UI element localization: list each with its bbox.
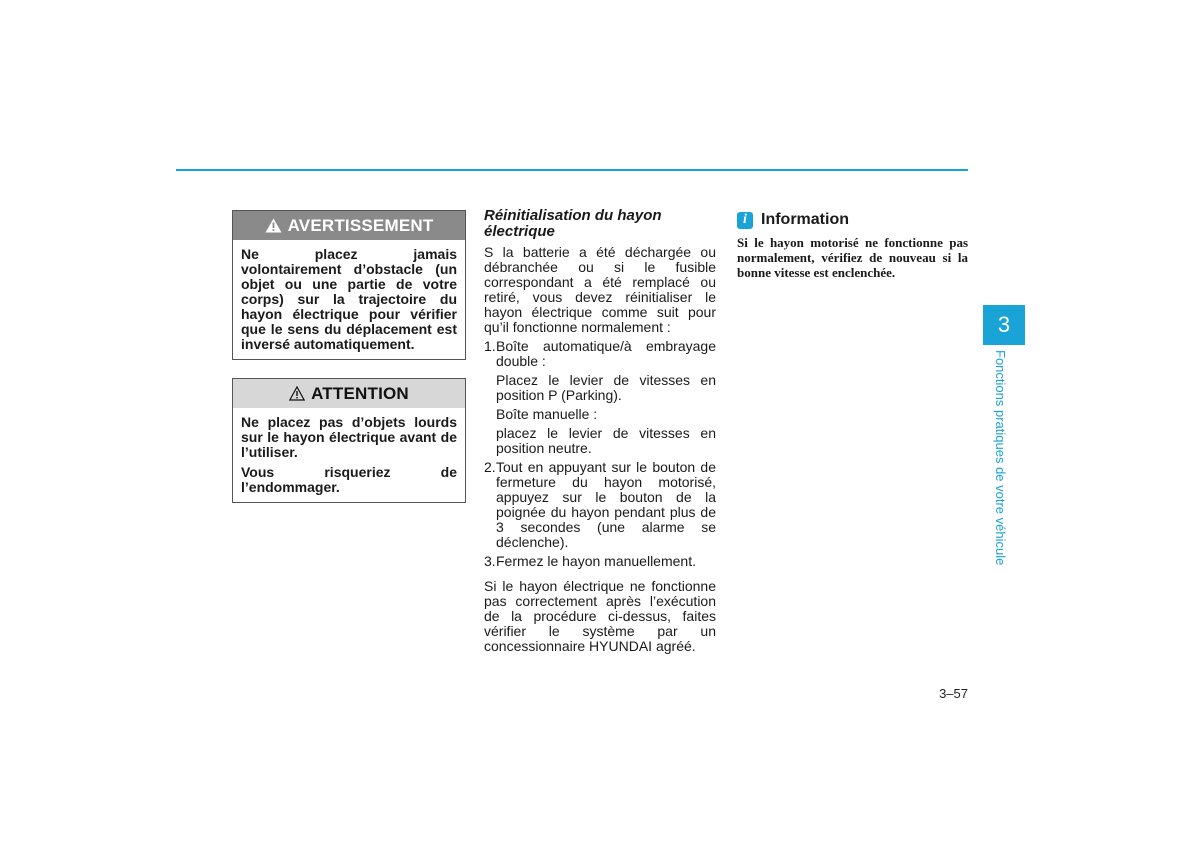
attention-text-2: Vous risqueriez de l’endommager. xyxy=(241,464,457,495)
information-text: Si le hayon motorisé ne fonctionne pas normalement, vérifiez de nouveau si la bonne vitesse est enclenchée. xyxy=(737,235,968,280)
reset-closing: Si le hayon électrique ne fonctionne pas correctement après l’exécution de la procédure ci-dessus, faites vérifier le système par un concessionnaire HYUNDAI agréé. xyxy=(484,578,716,654)
warning-triangle-icon xyxy=(265,218,282,233)
step-2 xyxy=(484,460,716,550)
page-number: 3–57 xyxy=(939,686,968,701)
reset-intro: S la batterie a été déchargée ou débranchée ou si le fusible correspondant a été remplacé ou retiré, vous devez réinitialiser le hayon électrique comme suit pour qu’il fonctionne normalement : xyxy=(484,244,716,335)
step-number: 1. xyxy=(484,338,496,354)
reset-section xyxy=(484,208,716,658)
step-text: Boîte automatique/à embrayage double : xyxy=(496,338,716,369)
step-number: 3. xyxy=(484,553,496,569)
header-rule xyxy=(176,169,968,171)
step-1-sub-3: placez le levier de vitesses en position neutre. xyxy=(496,425,716,456)
chapter-title: Fonctions pratiques de votre véhicule xyxy=(993,350,1008,566)
info-icon: i xyxy=(737,212,753,229)
step-1 xyxy=(484,339,716,369)
step-number: 2. xyxy=(484,459,496,475)
warning-header xyxy=(233,211,465,240)
information-box xyxy=(737,211,968,280)
attention-header xyxy=(233,379,465,408)
step-text: Fermez le hayon manuellement. xyxy=(496,553,696,569)
warning-title: AVERTISSEMENT xyxy=(287,216,434,235)
step-1-sub-2: Boîte manuelle : xyxy=(496,406,598,422)
step-3 xyxy=(484,554,716,569)
step-text: Tout en appuyant sur le bouton de fermeture du hayon motorisé, appuyez sur le bouton de la poignée du hayon pendant plus de 3 secondes (une alarme se déclenche). xyxy=(496,459,716,550)
attention-text-1: Ne placez pas d’objets lourds sur le hayon électrique avant de l’utiliser. xyxy=(241,414,457,460)
information-title: Information xyxy=(761,211,849,228)
caution-triangle-icon xyxy=(289,386,305,401)
warning-box xyxy=(232,210,466,360)
information-header xyxy=(737,211,968,229)
attention-title: ATTENTION xyxy=(311,384,409,403)
reset-heading: Réinitialisation du hayon électrique xyxy=(484,207,662,240)
step-1-sub-1: Placez le levier de vitesses en position P (Parking). xyxy=(496,372,716,403)
attention-box xyxy=(232,378,466,503)
chapter-tab: 3 xyxy=(983,305,1025,345)
warning-text: Ne placez jamais volontairement d’obstacle (un objet ou une partie de votre corps) sur la trajectoire du hayon électrique pour vérifier que le sens du déplacement est inversé automatiquement. xyxy=(241,246,457,352)
